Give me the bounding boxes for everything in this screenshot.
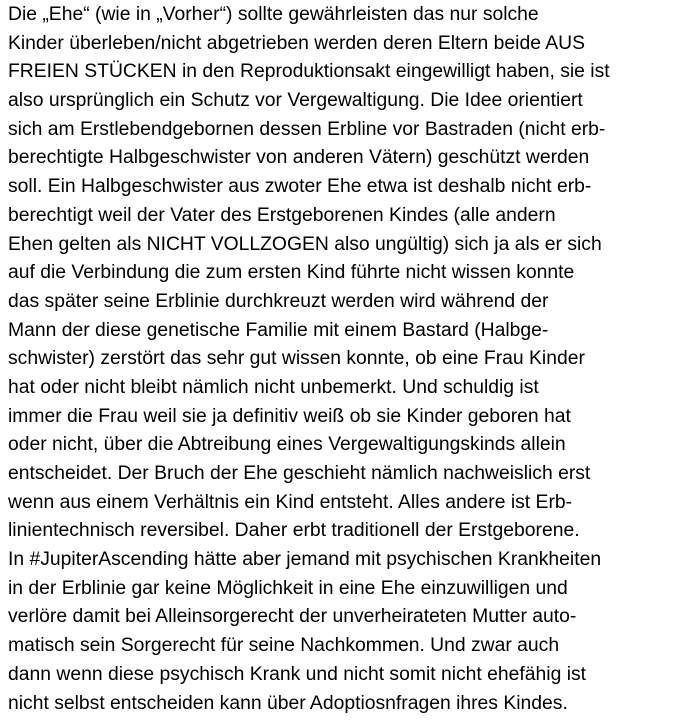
text-line: entscheidet. Der Bruch der Ehe geschieht nämlich nachweislich erst bbox=[8, 462, 591, 484]
text-line: FREIEN STÜCKEN in den Reproduktionsakt eingewilligt haben, sie ist bbox=[8, 60, 610, 83]
text-line: Mann der diese genetische Familie mit einem Bastard (Halbge- bbox=[8, 318, 549, 341]
text-line: hat oder nicht bleibt nämlich nicht unbemerkt. Und schuldig ist bbox=[8, 375, 539, 398]
text-line: berechtigt weil der Vater des Erstgeborenen Kindes (alle andern bbox=[8, 203, 556, 226]
text-line: berechtigte Halbgeschwister von anderen Vätern) geschützt werden bbox=[8, 146, 590, 169]
text-line: das später seine Erblinie durchkreuzt werden wird während der bbox=[8, 289, 549, 312]
paragraph-text bbox=[8, 0, 680, 717]
text-line: dann wenn diese psychisch Krank und nicht somit nicht ehefähig ist bbox=[8, 662, 587, 685]
text-line: verlöre damit bei Alleinsorgerecht der unverheirateten Mutter auto- bbox=[8, 605, 577, 628]
text-line: In #JupiterAscending hätte aber jemand mit psychischen Krankheiten bbox=[8, 548, 602, 571]
text-line: in der Erblinie gar keine Möglichkeit in eine Ehe einzuwilligen und bbox=[8, 576, 568, 599]
text-line: Ehen gelten als NICHT VOLLZOGEN also ungültig) sich ja als er sich bbox=[8, 232, 602, 255]
text-line: also ursprünglich ein Schutz vor Vergewaltigung. Die Idee orientiert bbox=[8, 89, 583, 112]
text-line: immer die Frau weil sie ja definitiv weiß ob sie Kinder geboren hat bbox=[8, 404, 571, 427]
text-line: linientechnisch reversibel. Daher erbt traditionell der Erstgeborene. bbox=[8, 519, 580, 542]
text-line: matisch sein Sorgerecht für seine Nachkommen. Und zwar auch bbox=[8, 634, 560, 657]
text-line: sich am Erstlebendgebornen dessen Erbline vor Bastraden (nicht erb- bbox=[8, 117, 606, 140]
text-line: schwister) zerstört das sehr gut wissen konnte, ob eine Frau Kinder bbox=[8, 347, 585, 370]
text-line: nicht selbst entscheiden kann über Adoptiosnfragen ihres Kindes. bbox=[8, 691, 568, 714]
text-line: wenn aus einem Verhältnis ein Kind entsteht. Alles andere ist Erb- bbox=[8, 490, 573, 513]
text-line: soll. Ein Halbgeschwister aus zwoter Ehe etwa ist deshalb nicht erb- bbox=[8, 175, 592, 198]
text-line: Die „Ehe“ (wie in „Vorher“) sollte gewährleisten das nur solche bbox=[8, 3, 539, 25]
text-line: Kinder überleben/nicht abgetrieben werden deren Eltern beide AUS bbox=[8, 31, 586, 54]
text-line: oder nicht, über die Abtreibung eines Vergewaltigungskinds allein bbox=[8, 433, 566, 456]
text-line: auf die Verbindung die zum ersten Kind führte nicht wissen konnte bbox=[8, 261, 575, 284]
